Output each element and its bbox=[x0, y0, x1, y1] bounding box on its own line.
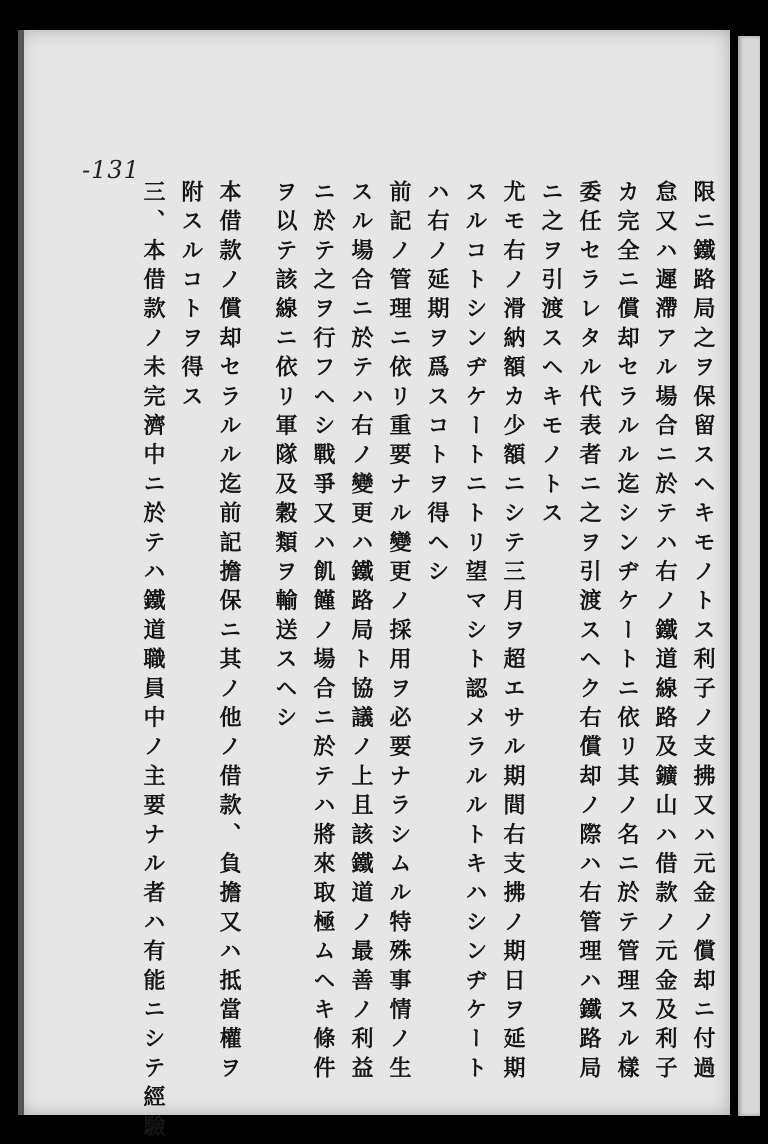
text-column-14: 附スルコトヲ得ス bbox=[178, 180, 204, 414]
next-page-edge bbox=[738, 36, 760, 1116]
text-column-1: 限ニ鐵路局之ヲ保留スヘキモノトス利子ノ支拂又ハ元金ノ償却ニ付過 bbox=[690, 180, 716, 1086]
book-spine bbox=[18, 30, 24, 1115]
text-column-10: スル場合ニ於テハ右ノ變更ハ鐵路局ト協議ノ上且該鐵道ノ最善ノ利益 bbox=[348, 180, 374, 1086]
text-column-3: カ完全ニ償却セラルル迄シンヂケートニ依リ其ノ名ニ於テ管理スル樣 bbox=[614, 180, 640, 1086]
text-column-4: 委任セラレタル代表者ニ之ヲ引渡スヘク右償却ノ際ハ右管理ハ鐵路局 bbox=[576, 180, 602, 1086]
text-column-2: 怠又ハ遲滯アル場合ニ於テハ右ノ鐵道線路及鑛山ハ借款ノ元金及利子 bbox=[652, 180, 678, 1086]
page-number: -131 bbox=[82, 156, 140, 184]
text-column-12: ヲ以テ該線ニ依リ軍隊及穀類ヲ輸送スヘシ bbox=[272, 180, 298, 735]
text-column-8: ハ右ノ延期ヲ爲スコトヲ得ヘシ bbox=[424, 180, 450, 589]
text-column-15: 三、本借款ノ未完濟中ニ於テハ鐵道職員中ノ主要ナル者ハ有能ニシテ經驗 bbox=[140, 180, 166, 1144]
text-column-9: 前記ノ管理ニ依リ重要ナル變更ノ採用ヲ必要ナラシムル特殊事情ノ生 bbox=[386, 180, 412, 1086]
text-column-11: ニ於テ之ヲ行フヘシ戰爭又ハ飢饉ノ場合ニ於テハ將來取極ムヘキ條件 bbox=[310, 180, 336, 1086]
text-column-7: スルコトシンヂケートニトリ望マシト認メラルルトキハシンヂケート bbox=[462, 180, 488, 1086]
text-column-13: 本借款ノ償却セラルル迄前記擔保ニ其ノ他ノ借款、負擔又ハ抵當權ヲ bbox=[216, 180, 242, 1086]
text-column-5: ニ之ヲ引渡スヘキモノトス bbox=[538, 180, 564, 531]
text-column-6: 尤モ右ノ滑納額カ少額ニシテ三月ヲ超エサル期間右支拂ノ期日ヲ延期 bbox=[500, 180, 526, 1086]
